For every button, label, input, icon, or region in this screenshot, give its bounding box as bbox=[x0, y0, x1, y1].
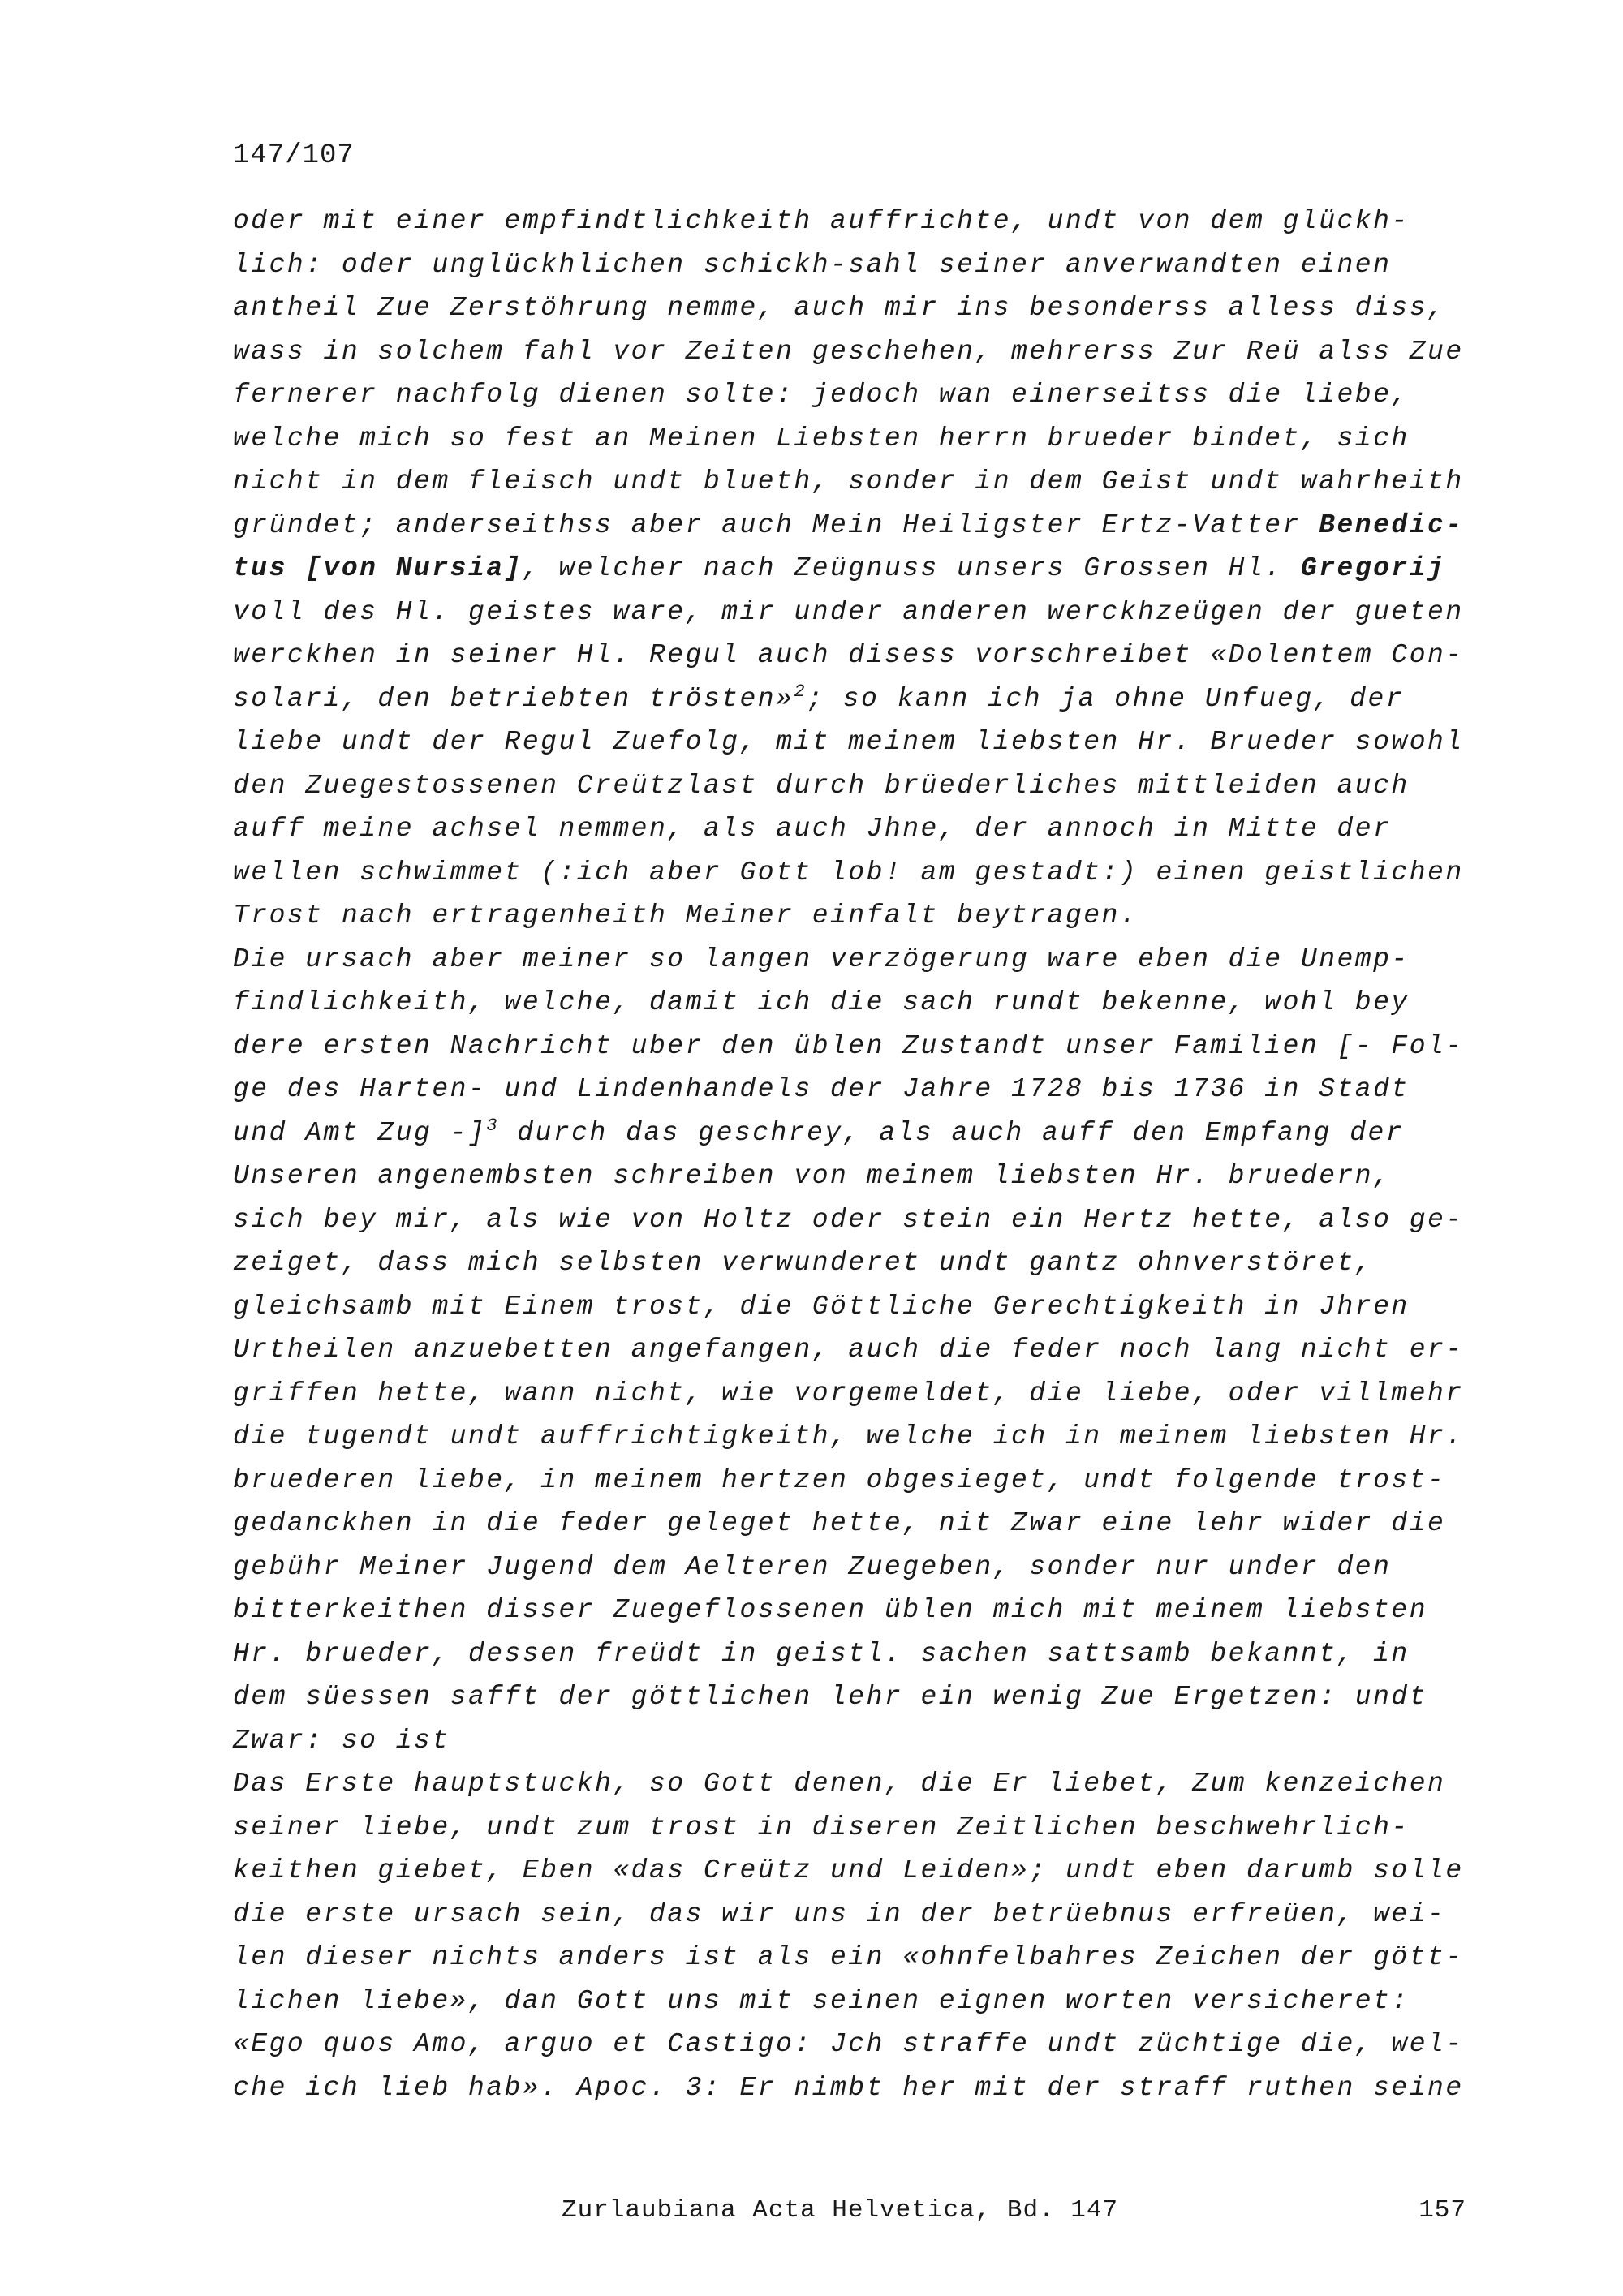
footnote-marker: 3 bbox=[486, 1115, 499, 1136]
text-line: gebühr Meiner Jugend dem Aelteren Zuegeben, sonder nur under den bbox=[233, 1551, 1392, 1582]
letter-body bbox=[233, 200, 1466, 2109]
page-number: 157 bbox=[1419, 2196, 1466, 2225]
text-line: gleichsamb mit Einem trost, die Göttliche Gerechtigkeith in Jhren bbox=[233, 1291, 1410, 1322]
folio-number: 147/107 bbox=[233, 140, 355, 171]
text-line: che ich lieb hab». Apoc. 3: Er nimbt her mit der straff ruthen seine bbox=[233, 2072, 1464, 2103]
text-line: keithen giebet, Eben «das Creütz und Leiden»; undt eben darumb solle bbox=[233, 1855, 1464, 1885]
text-run: , welcher nach Zeügnuss unsers Grossen Hl. bbox=[522, 553, 1301, 583]
text-line: dem süessen safft der göttlichen lehr ein wenig Zue Ergetzen: undt bbox=[233, 1682, 1428, 1712]
text-line: werckhen in seiner Hl. Regul auch disess vorschreibet «Dolentem Con- bbox=[233, 640, 1464, 670]
text-line: Hr. brueder, dessen freüdt in geistl. sachen sattsamb bekannt, in bbox=[233, 1638, 1410, 1669]
text-line: Zwar: so ist bbox=[233, 1725, 450, 1756]
text-line: bruederen liebe, in meinem hertzen obgesieget, undt folgende trost- bbox=[233, 1464, 1446, 1495]
text-line: Das Erste hauptstuckh, so Gott denen, die Er liebet, Zum kenzeichen bbox=[233, 1769, 1446, 1799]
text-line bbox=[233, 504, 1466, 548]
text-line: wass in solchem fahl vor Zeiten geschehen, mehrerss Zur Reü alss Zue bbox=[233, 336, 1464, 367]
text-line: dere ersten Nachricht uber den üblen Zustandt unser Familien [- Fol- bbox=[233, 1030, 1464, 1061]
text-line: findlichkeith, welche, damit ich die sach rundt bekenne, wohl bey bbox=[233, 987, 1410, 1017]
text-line: wellen schwimmet (:ich aber Gott lob! am gestadt:) einen geistlichen bbox=[233, 857, 1464, 888]
text-line: zeiget, dass mich selbsten verwunderet undt gantz ohnverstöret, bbox=[233, 1248, 1374, 1278]
text-line bbox=[233, 547, 1466, 591]
text-run: ; so kann ich ja ohne Unfueg, der bbox=[807, 683, 1405, 714]
text-run: durch das geschrey, als auch auff den Empfang der bbox=[498, 1117, 1405, 1148]
text-line: griffen hette, wann nicht, wie vorgemeldet, die liebe, oder villmehr bbox=[233, 1378, 1464, 1408]
text-line: bitterkeithen disser Zuegeflossenen üblen mich mit meinem liebsten bbox=[233, 1595, 1428, 1625]
text-line: nicht in dem fleisch undt blueth, sonder in dem Geist undt wahrheith bbox=[233, 467, 1464, 497]
text-line: Urtheilen anzuebetten angefangen, auch die feder noch lang nicht er- bbox=[233, 1335, 1464, 1365]
text-line: fernerer nachfolg dienen solte: jedoch wan einerseitss die liebe, bbox=[233, 380, 1410, 410]
text-line: seiner liebe, undt zum trost in diseren Zeitlichen beschwehrlich- bbox=[233, 1812, 1410, 1842]
text-line: gedanckhen in die feder geleget hette, nit Zwar eine lehr wider die bbox=[233, 1508, 1446, 1538]
text-run: solari, den betriebten trösten» bbox=[233, 683, 794, 714]
text-line: ge des Harten- und Lindenhandels der Jahre 1728 bis 1736 in Stadt bbox=[233, 1074, 1410, 1104]
text-line: die erste ursach sein, das wir uns in der betrüebnus erfreüen, wei- bbox=[233, 1898, 1446, 1929]
text-line: Trost nach ertragenheith Meiner einfalt beytragen. bbox=[233, 901, 1139, 931]
text-line: lichen liebe», dan Gott uns mit seinen eignen worten versicheret: bbox=[233, 1985, 1410, 2016]
text-line: «Ego quos Amo, arguo et Castigo: Jch straffe undt züchtige die, wel- bbox=[233, 2029, 1464, 2059]
text-line: Die ursach aber meiner so langen verzögerung ware eben die Unemp- bbox=[233, 944, 1410, 974]
text-line: den Zuegestossenen Creützlast durch brüederliches mittleiden auch bbox=[233, 770, 1410, 801]
text-line: lich: oder unglückhlichen schickh-sahl seiner anverwandten einen bbox=[233, 249, 1392, 280]
text-run: gründet; anderseithss aber auch Mein Heiligster Ertz-Vatter bbox=[233, 510, 1319, 540]
text-line bbox=[233, 677, 1466, 721]
text-line bbox=[233, 1111, 1466, 1155]
text-line: sich bey mir, als wie von Holtz oder stein ein Hertz hette, also ge- bbox=[233, 1204, 1464, 1235]
text-line: voll des Hl. geistes ware, mir under anderen werckhzeügen der gueten bbox=[233, 596, 1464, 627]
text-line: Unseren angenembsten schreiben von meinem liebsten Hr. bruedern, bbox=[233, 1161, 1392, 1191]
text-line: antheil Zue Zerstöhrung nemme, auch mir ins besonderss alless diss, bbox=[233, 293, 1446, 323]
text-line: liebe undt der Regul Zuefolg, mit meinem liebsten Hr. Brueder sowohl bbox=[233, 727, 1464, 757]
text-line: len dieser nichts anders ist als ein «ohnfelbahres Zeichen der gött- bbox=[233, 1942, 1464, 1972]
person-name-benedictus: Benedic- bbox=[1319, 510, 1464, 540]
footnote-marker: 2 bbox=[794, 681, 807, 702]
text-line: welche mich so fest an Meinen Liebsten herrn brueder bindet, sich bbox=[233, 423, 1410, 454]
person-name-gregorij: Gregorij bbox=[1300, 553, 1446, 583]
text-line: auff meine achsel nemmen, als auch Jhne, der annoch in Mitte der bbox=[233, 814, 1392, 844]
text-line: die tugendt undt auffrichtigkeith, welche ich in meinem liebsten Hr. bbox=[233, 1421, 1464, 1451]
text-line: oder mit einer empfindtlichkeith auffrichte, undt von dem glückh- bbox=[233, 206, 1410, 236]
publication-title: Zurlaubiana Acta Helvetica, Bd. 147 bbox=[562, 2196, 1119, 2225]
text-run: und Amt Zug -] bbox=[233, 1117, 487, 1148]
person-name-nursia: tus [von Nursia] bbox=[233, 553, 523, 583]
